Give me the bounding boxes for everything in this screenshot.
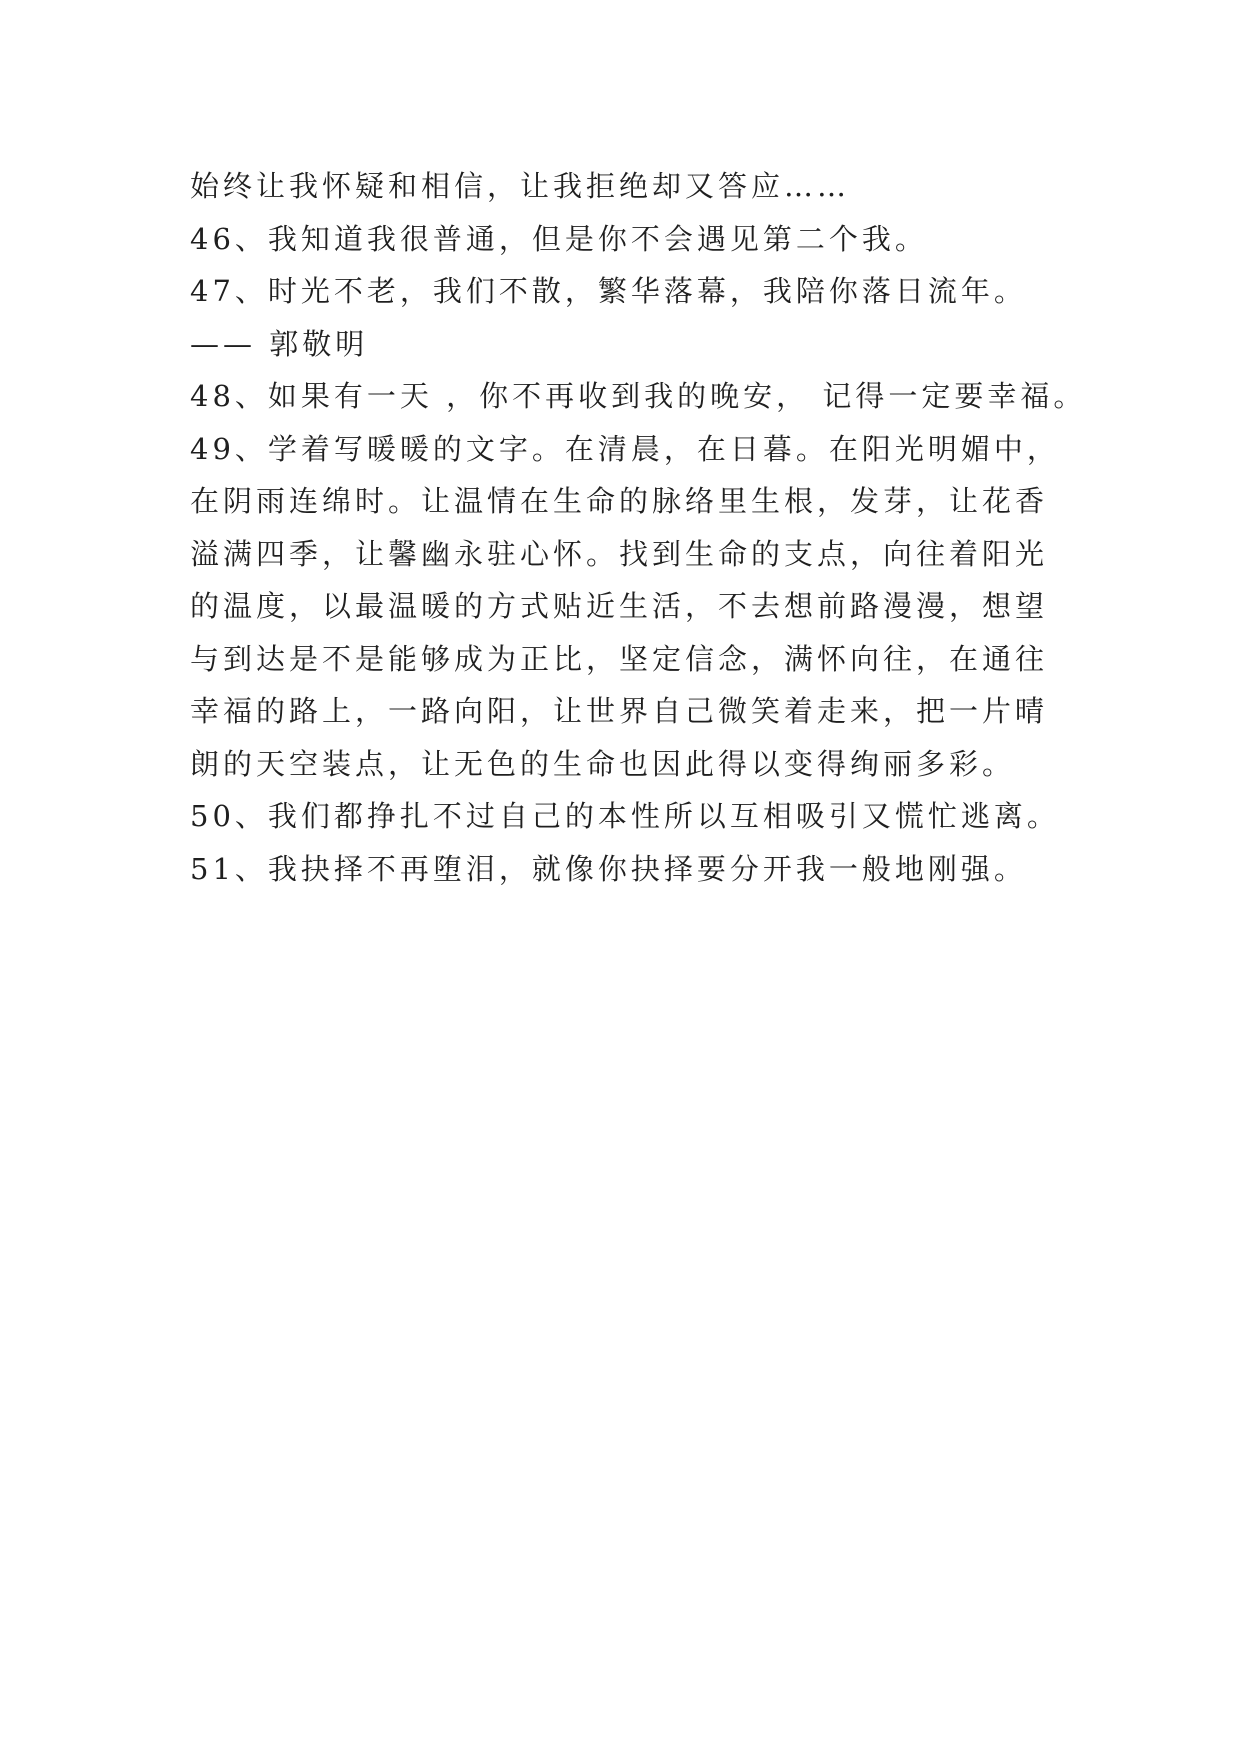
text-line: —— 郭敬明 <box>190 326 369 361</box>
text-line: 46、我知道我很普通，但是你不会遇见第二个我。 <box>190 221 928 256</box>
text-line: 与到达是不是能够成为正比，坚定信念，满怀向往，在通往 <box>190 641 1049 676</box>
text-line: 在阴雨连绵时。让温情在生命的脉络里生根，发芽，让花香 <box>190 484 1049 518</box>
text-line: 朗的天空装点，让无色的生命也因此得以变得绚丽多彩。 <box>190 746 1016 781</box>
text-line: 溢满四季，让馨幽永驻心怀。找到生命的支点，向往着阳光 <box>190 536 1049 571</box>
text-line: 47、时光不老，我们不散，繁华落幕，我陪你落日流年。 <box>190 274 1027 308</box>
text-line: 51、我抉择不再堕泪，就像你抉择要分开我一般地刚强。 <box>190 851 1027 886</box>
text-line: 的温度，以最温暖的方式贴近生活，不去想前路漫漫，想望 <box>190 589 1049 623</box>
text-line: 49、学着写暖暖的文字。在清晨，在日暮。在阳光明媚中， <box>190 431 1060 466</box>
text-line: 始终让我怀疑和相信，让我拒绝却又答应…… <box>190 169 851 203</box>
text-line: 幸福的路上，一路向阳，让世界自己微笑着走来，把一片晴 <box>190 694 1049 728</box>
text-line: 48、如果有一天 ，你不再收到我的晚安， 记得一定要幸福。 <box>190 379 1087 413</box>
document-body <box>190 160 1090 895</box>
text-line: 50、我们都挣扎不过自己的本性所以互相吸引又慌忙逃离。 <box>190 799 1060 833</box>
